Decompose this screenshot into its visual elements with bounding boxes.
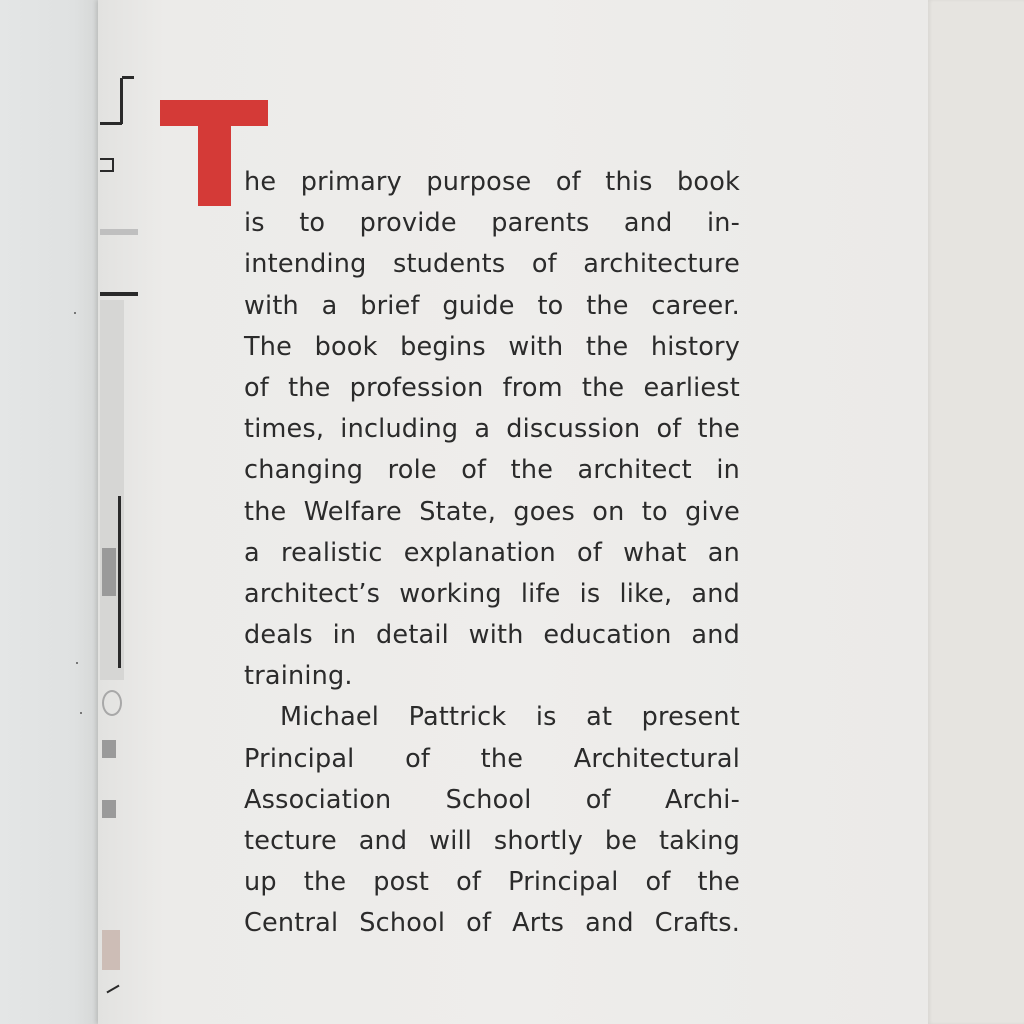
- speck: [74, 312, 76, 314]
- edge-mark: [100, 292, 138, 296]
- cover-edge-strip: [98, 0, 138, 1024]
- edge-mark: [106, 985, 119, 994]
- text-line: Principal of the Architectural: [244, 743, 740, 774]
- text-line: architect’s working life is like, and: [244, 578, 740, 609]
- edge-mark: [100, 170, 114, 172]
- text-line: The book begins with the history: [244, 331, 740, 362]
- text-line: of the profession from the earliest: [244, 372, 740, 403]
- text-line: Central School of Arts and Crafts.: [244, 908, 740, 939]
- text-line: a realistic explanation of what an: [244, 537, 740, 568]
- text-line: up the post of Principal of the: [244, 867, 740, 898]
- edge-mark: [100, 122, 122, 125]
- edge-hatch: [102, 740, 116, 758]
- edge-hatch: [100, 229, 138, 235]
- edge-stain: [102, 930, 120, 970]
- edge-mark: [120, 78, 123, 124]
- text-line: times, including a discussion of the: [244, 414, 740, 445]
- edge-hatch: [102, 800, 116, 818]
- edge-mark: [118, 496, 121, 668]
- right-background-board: [928, 0, 1024, 1024]
- text-line: Association School of Archi-: [244, 784, 740, 815]
- text-line: deals in detail with education and: [244, 620, 740, 651]
- text-line: tecture and will shortly be taking: [244, 826, 740, 856]
- edge-mark: [122, 76, 134, 79]
- text-line: with a brief guide to the career.: [244, 290, 740, 321]
- text-line: training.: [244, 661, 353, 692]
- edge-hatch: [102, 548, 116, 596]
- blurb-text: [244, 162, 740, 945]
- text-line: he primary purpose of this book: [244, 167, 740, 197]
- drop-cap-stem: [198, 100, 231, 206]
- text-line: changing role of the architect in: [244, 455, 740, 486]
- text-line: Michael Pattrick is at present: [280, 702, 740, 733]
- text-line: the Welfare State, goes on to give: [244, 496, 740, 527]
- edge-circle: [102, 690, 122, 716]
- left-background-board: [0, 0, 106, 1024]
- text-line: intending students of architecture: [244, 249, 740, 280]
- text-line: is to provide parents and in-: [244, 208, 740, 239]
- speck: [76, 662, 78, 664]
- speck: [80, 712, 82, 714]
